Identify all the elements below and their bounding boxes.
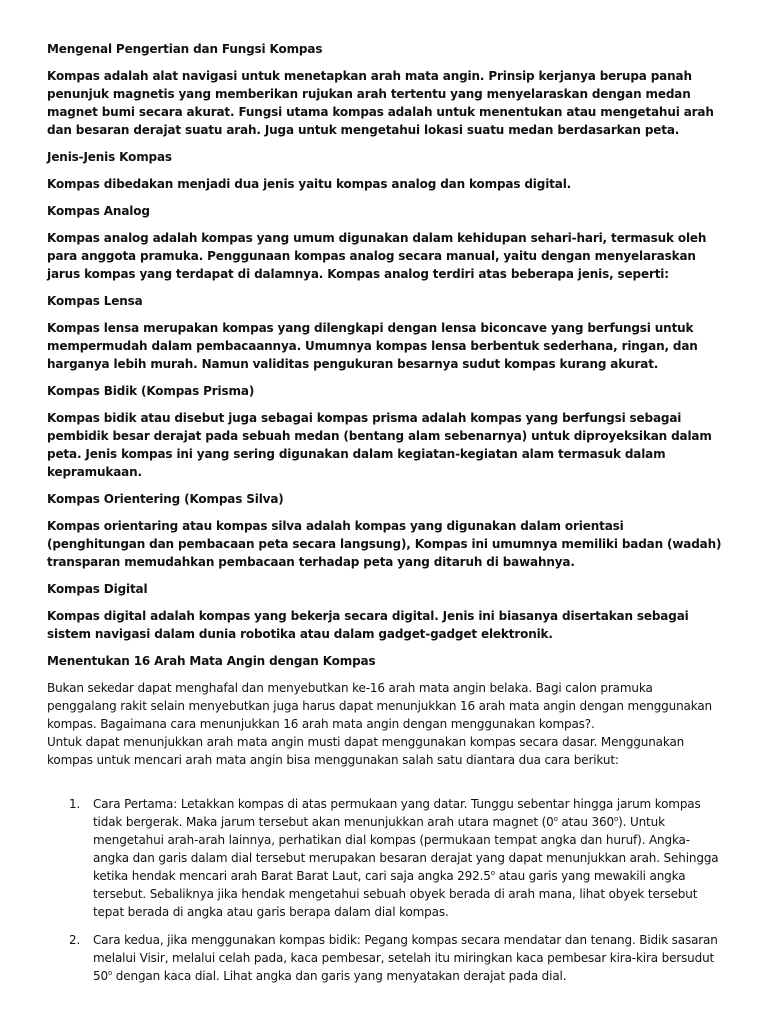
- arah-paragraph-2: Untuk dapat menunjukkan arah mata angin musti dapat menggunakan kompas secara dasar. Menggunakan kompas untuk mencari arah mata angin bisa menggunakan salah satu diantara dua cara berikut:: [47, 735, 685, 767]
- section-text-orientering: Kompas orientaring atau kompas silva adalah kompas yang digunakan dalam orientasi (penghitungan dan pembacaan peta secara langsung), Kompas ini umumnya memiliki badan (wadah) transparan memudahkan pembacaan terhadap peta yang ditaruh di bawahnya.: [47, 519, 722, 569]
- section-heading-bidik: Kompas Bidik (Kompas Prisma): [47, 384, 255, 398]
- section-text-bidik: Kompas bidik atau disebut juga sebagai kompas prisma adalah kompas yang berfungsi sebagai pembidik besar derajat pada sebuah medan (bentang alam sebenarnya) untuk diproyeksikan dalam peta. Jenis kompas ini yang sering digunakan dalam kegiatan-kegiatan alam termasuk dalam kepramukaan.: [47, 411, 712, 479]
- degree-mark: o: [490, 869, 495, 877]
- list-item: [47, 795, 725, 921]
- list-item-number: 2.: [69, 933, 81, 947]
- document-page: [47, 40, 725, 995]
- section-heading-analog: Kompas Analog: [47, 204, 150, 218]
- section-heading-orientering: Kompas Orientering (Kompas Silva): [47, 492, 284, 506]
- section-heading-digital: Kompas Digital: [47, 582, 148, 596]
- section-heading-lensa: Kompas Lensa: [47, 294, 143, 308]
- section-text-lensa: Kompas lensa merupakan kompas yang dilengkapi dengan lensa biconcave yang berfungsi untuk mempermudah dalam pembacaannya. Umumnya kompas lensa berbentuk sederhana, ringan, dan harganya lebih murah. Namun validitas pengukuran besarnya sudut kompas kurang akurat.: [47, 321, 698, 371]
- section-text-jenis: Kompas dibedakan menjadi dua jenis yaitu kompas analog dan kompas digital.: [47, 177, 572, 191]
- intro-paragraph: Kompas adalah alat navigasi untuk menetapkan arah mata angin. Prinsip kerjanya berupa panah penunjuk magnetis yang memberikan rujukan arah tertentu yang menyelaraskan dengan medan magnet bumi secara akurat. Fungsi utama kompas adalah untuk menentukan atau mengetahui arah dan besaran derajat suatu arah. Juga untuk mengetahui lokasi suatu medan berdasarkan peta.: [47, 69, 714, 137]
- section-text-digital: Kompas digital adalah kompas yang bekerja secara digital. Jenis ini biasanya disertakan sebagai sistem navigasi dalam dunia robotika atau dalam gadget-gadget elektronik.: [47, 609, 689, 641]
- list-item: [47, 931, 725, 985]
- list-item-number: 1.: [69, 797, 81, 811]
- degree-mark: o: [553, 815, 558, 823]
- step-text: atau garis yang mewakili angka tersebut. Sebaliknya jika hendak mengetahui sebuah obyek berada di arah mana, lihat obyek tersebut tepat berada di angka atau garis berapa dalam dial kompas.: [93, 869, 698, 919]
- step-text: Cara kedua, jika menggunakan kompas bidik: Pegang kompas secara mendatar dan tenang. Bidik sasaran melalui Visir, melalui celah pada, kaca pembesar, setelah itu miringkan kaca pembesar kira-kira bersudut 50: [93, 933, 718, 983]
- degree-mark: o: [107, 969, 113, 977]
- step-text: Cara Pertama: Letakkan kompas di atas permukaan yang datar. Tunggu sebentar hingga jarum kompas tidak bergerak. Maka jarum tersebut akan menunjukkan arah utara magnet (0: [93, 797, 701, 829]
- section-heading-arah: Menentukan 16 Arah Mata Angin dengan Kompas: [47, 654, 376, 668]
- step-text: ). Untuk mengetahui arah-arah lainnya, perhatikan dial kompas (permukaan tempat angka dan huruf). Angka-angka dan garis dalam dial tersebut merupakan besaran derajat yang dapat menunjukkan arah. Sehingga ketika hendak mencari arah Barat Barat Laut, cari saja angka 292.5: [93, 815, 719, 883]
- section-heading-jenis: Jenis-Jenis Kompas: [47, 150, 172, 164]
- arah-paragraph-1: Bukan sekedar dapat menghafal dan menyebutkan ke-16 arah mata angin belaka. Bagi calon pramuka penggalang rakit selain menyebutkan juga harus dapat menunjukkan 16 arah mata angin dengan menggunakan kompas. Bagaimana cara menunjukkan 16 arah mata angin dengan menggunakan kompas?.: [47, 681, 712, 731]
- steps-list: [47, 795, 725, 985]
- degree-mark: o: [613, 815, 619, 823]
- document-title: Mengenal Pengertian dan Fungsi Kompas: [47, 42, 323, 56]
- step-text: atau 360: [557, 815, 614, 829]
- section-text-analog: Kompas analog adalah kompas yang umum digunakan dalam kehidupan sehari-hari, termasuk oleh para anggota pramuka. Penggunaan kompas analog secara manual, yaitu dengan menyelaraskan jarus kompas yang terdapat di dalamnya. Kompas analog terdiri atas beberapa jenis, seperti:: [47, 231, 707, 281]
- step-text: dengan kaca dial. Lihat angka dan garis yang menyatakan derajat pada dial.: [112, 969, 567, 983]
